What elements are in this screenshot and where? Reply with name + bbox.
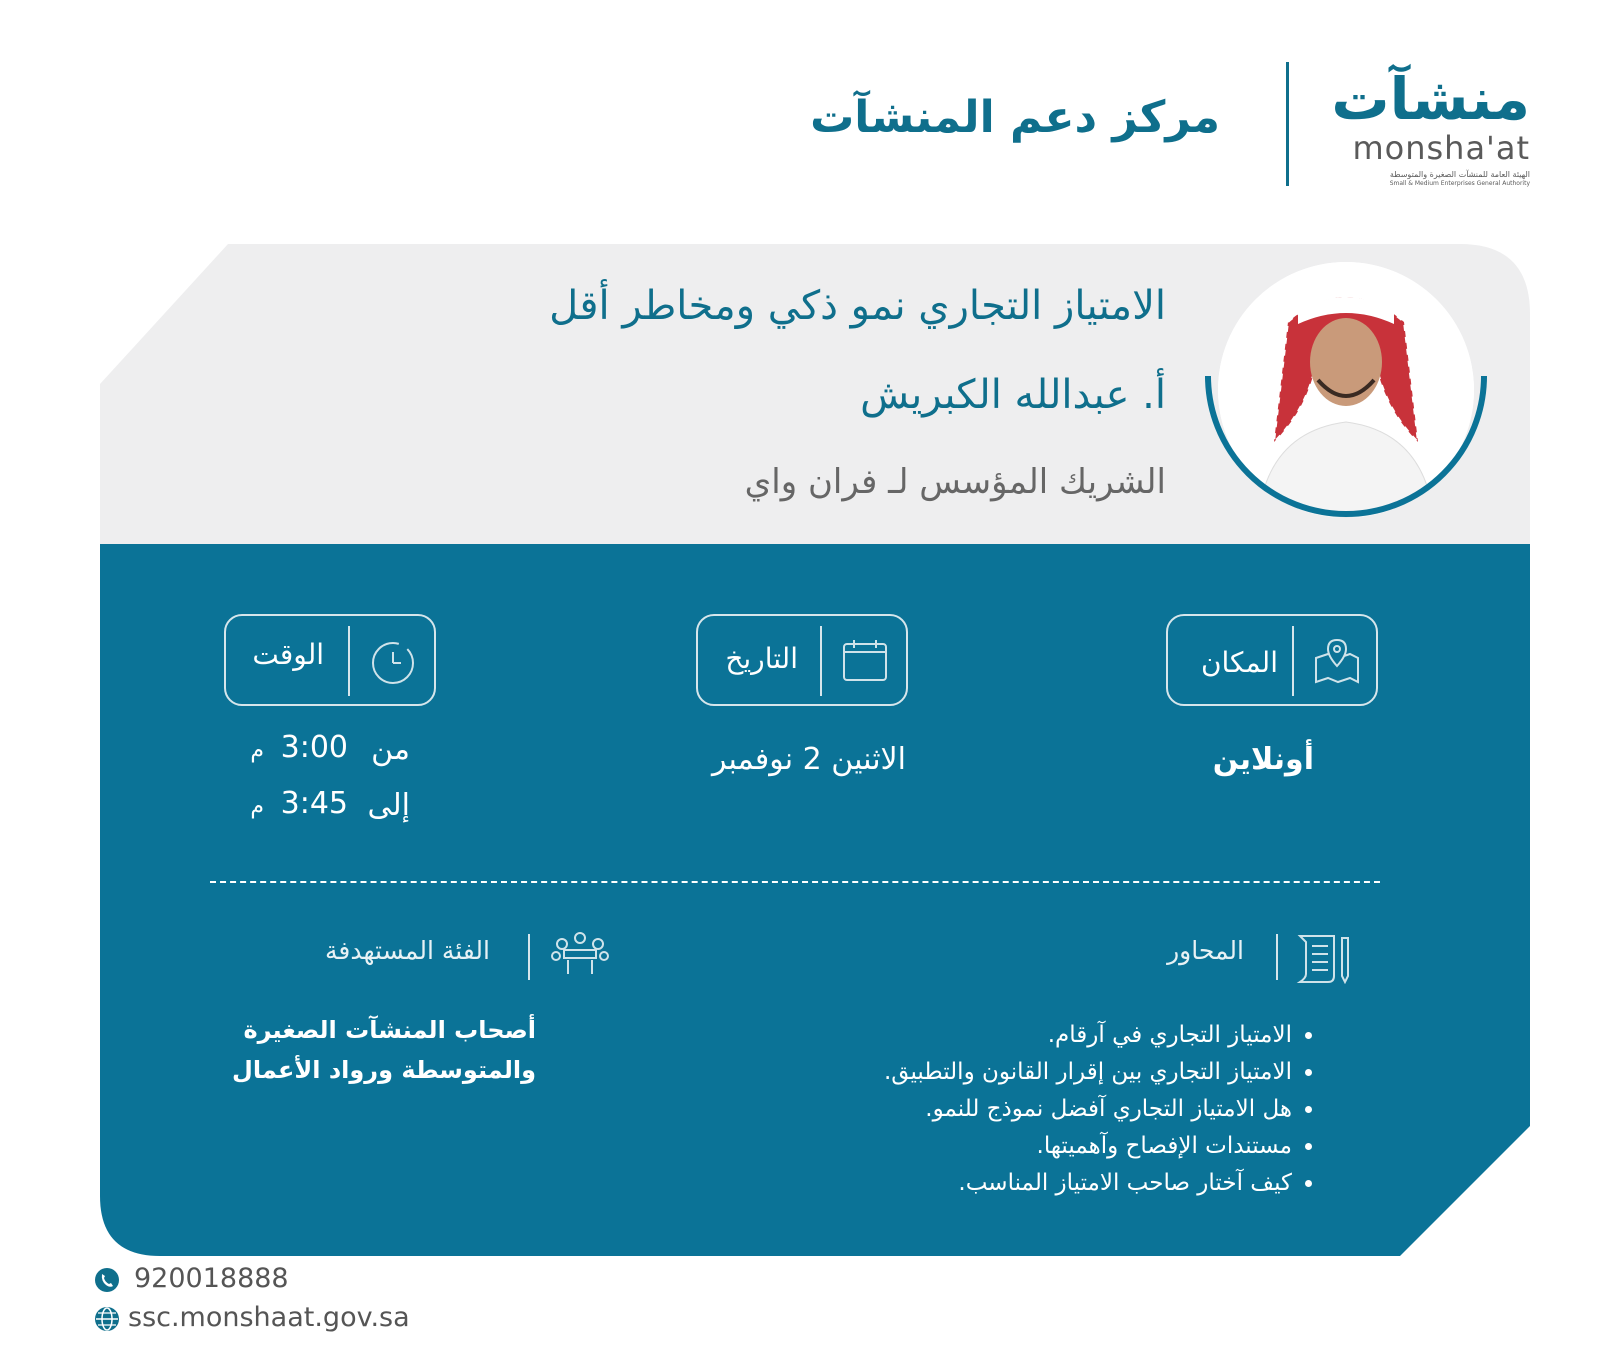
time-to-suffix: م	[250, 794, 264, 819]
phone-icon	[94, 1267, 120, 1293]
time-to-value: 3:45	[280, 786, 348, 821]
audience-text	[232, 1010, 536, 1090]
list-item: • الامتياز التجاري بين إقرار القانون والتطبيق.	[884, 1054, 1292, 1091]
footer-website[interactable]: ssc.monshaat.gov.sa	[128, 1302, 410, 1333]
place-separator	[1292, 626, 1294, 696]
time-from-label: من	[371, 732, 410, 767]
audience-line-1: أصحاب المنشآت الصغيرة	[243, 1016, 536, 1044]
time-from-suffix: م	[250, 738, 264, 763]
logo-subtitle-ar: الهيئة العامة للمنشآت الصغيرة والمتوسطة	[1389, 170, 1530, 179]
date-separator	[820, 626, 822, 696]
topics-label: المحاور	[1167, 936, 1244, 965]
time-from-value: 3:00	[280, 730, 348, 765]
talk-title: الامتياز التجاري نمو ذكي ومخاطر أقل	[549, 283, 1166, 329]
photo-frame-arc	[1200, 250, 1492, 542]
logo-arabic: منشآت	[1331, 65, 1530, 133]
page-title: مركز دعم المنشآت	[810, 92, 1220, 143]
map-pin-icon	[1312, 636, 1362, 686]
speaker-role: الشريك المؤسس لـ فران واي	[744, 462, 1166, 502]
logo-subtitle-en: Small & Medium Enterprises General Authority	[1389, 180, 1530, 187]
section-divider	[210, 881, 1380, 883]
speaker-name: أ. عبدالله الكبريش	[860, 372, 1166, 418]
audience-separator	[528, 934, 530, 980]
audience-label: الفئة المستهدفة	[325, 936, 490, 965]
people-group-icon	[550, 930, 610, 982]
place-value: أونلاين	[1212, 742, 1314, 777]
topics-list	[884, 1017, 1322, 1202]
topics-separator	[1276, 934, 1278, 980]
date-label: التاريخ	[725, 642, 798, 675]
clock-icon	[368, 638, 418, 688]
list-item: • كيف آختار صاحب الامتياز المناسب.	[884, 1165, 1292, 1202]
document-pen-icon	[1294, 930, 1358, 984]
list-item: • الامتياز التجاري في آرقام.	[884, 1017, 1292, 1054]
place-label: المكان	[1200, 646, 1278, 679]
logo-english: monsha'at	[1352, 129, 1530, 167]
list-item: • مستندات الإفصاح وآهميتها.	[884, 1128, 1292, 1165]
footer-phone[interactable]: 920018888	[134, 1263, 289, 1294]
time-to-label: إلى	[367, 788, 410, 823]
date-value: الاثنين 2 نوفمبر	[711, 742, 906, 777]
time-separator	[348, 626, 350, 696]
globe-icon	[94, 1306, 120, 1332]
audience-line-2: والمتوسطة ورواد الأعمال	[232, 1056, 536, 1084]
list-item: • هل الامتياز التجاري آفضل نموذج للنمو.	[884, 1091, 1292, 1128]
calendar-icon	[842, 638, 888, 682]
time-label: الوقت	[252, 638, 324, 671]
